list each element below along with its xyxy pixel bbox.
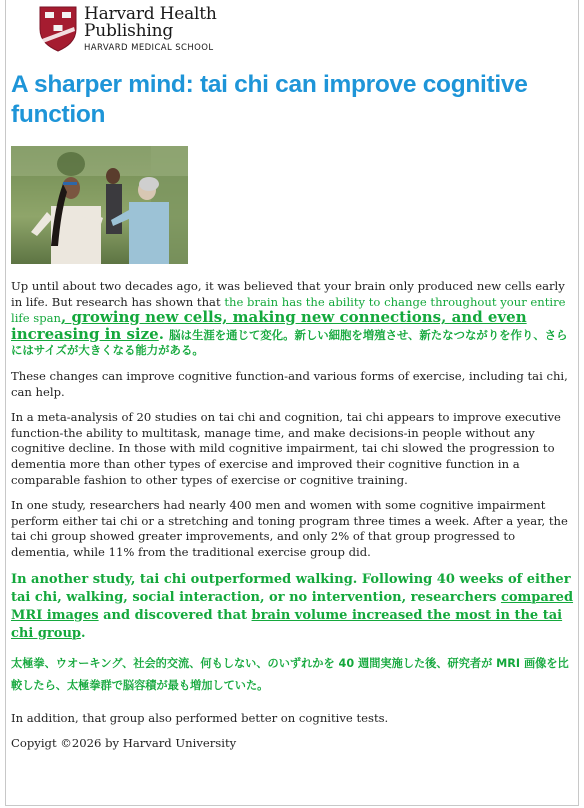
tai-chi-photo <box>11 146 188 264</box>
punctuation: . <box>80 625 86 641</box>
paragraph-5 <box>11 571 575 643</box>
brain-volume-link[interactable]: brain volume increased the most in the tai chi group <box>11 607 563 641</box>
harvard-shield-icon <box>38 5 78 52</box>
paragraph-4: In one study, researchers had nearly 400 men and women with some cognitive impairment perform either tai chi or a stretching and toning program three times a week. After a year, the tai chi group showed greater improvements, and only 2% of that group progressed to dementia, while 11% from the traditional exercise group did. <box>11 498 568 559</box>
new-cells-link[interactable]: growing new cells, making new connections, and even increasing in size <box>11 308 527 343</box>
highlight-text: the brain has the ability to change throughout your entire life span <box>11 294 566 326</box>
punctuation: , <box>61 308 72 327</box>
harvard-health-logo[interactable] <box>38 5 217 53</box>
logo-subtitle: HARVARD MEDICAL SCHOOL <box>84 43 214 53</box>
article-body <box>11 279 575 751</box>
paragraph-3: In a meta-analysis of 20 studies on tai chi and cognition, tai chi appears to improve executive function-the ability to multitask, manage time, and make decisions-in people without any cognitive decline. In those with mild cognitive impairment, tai chi slowed the progression to dementia more than other types of exercise and improved their cognitive function in a comparable fashion to other types of exercise or cognitive training. <box>11 410 561 487</box>
japanese-translation-1: 脳は生涯を通じて変化。新しい細胞を増殖させ、新たなつながりを作り、さらにはサイズが大きくなる能力がある。 <box>11 327 568 358</box>
logo-line-1: Harvard Health <box>84 4 217 24</box>
japanese-translation-2: 太極拳、ウオーキング、社会的交流、何もしない、のいずれかを 40 週間実施した後、研究者が MRI 画像を比較したら、太極拳群で脳容積が最も増加していた。 <box>11 656 569 692</box>
mri-images-link[interactable]: compared MRI images <box>11 589 574 623</box>
paragraph-text: In another study, tai chi outperformed walking. Following 40 weeks of either tai chi, walking, social interaction, or no intervention, researchers <box>11 571 571 605</box>
article-page <box>5 0 579 806</box>
logo-line-2: Publishing <box>84 21 174 41</box>
paragraph-2: These changes can improve cognitive function-and various forms of exercise, including tai chi, can help. <box>11 368 568 399</box>
paragraph-text: and discovered that <box>98 607 252 623</box>
paragraph-1 <box>11 279 575 359</box>
article-title: A sharper mind: tai chi can improve cognitive function <box>11 71 528 128</box>
paragraph-text: Up until about two decades ago, it was believed that your brain only produced new cells early in life. But research has shown that <box>11 279 565 309</box>
punctuation: . <box>158 324 170 343</box>
copyright-notice: Copyigt ©2026 by Harvard University <box>11 736 237 751</box>
paragraph-7: In addition, that group also performed better on cognitive tests. <box>11 710 389 725</box>
